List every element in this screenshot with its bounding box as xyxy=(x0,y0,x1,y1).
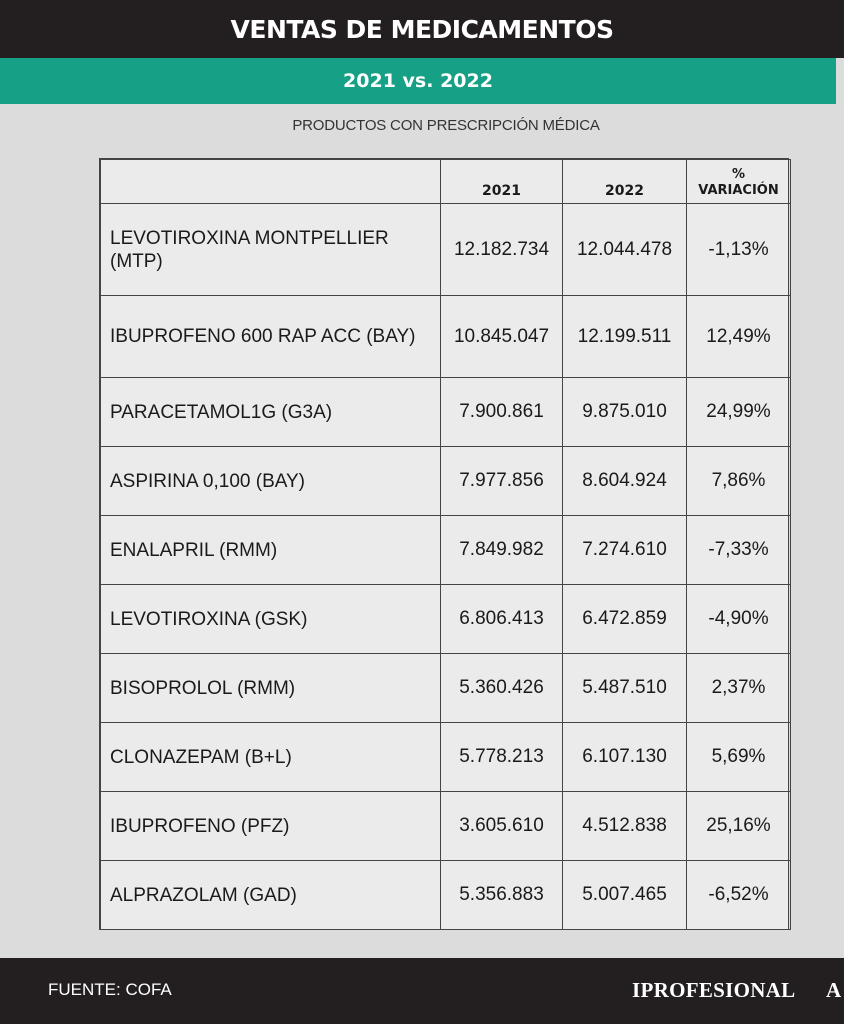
table-row xyxy=(101,447,791,516)
brand-logo: IPROFESIONAL xyxy=(632,978,796,1002)
cell-2021: 10.845.047 xyxy=(441,296,563,378)
cell-variation: 24,99% xyxy=(687,378,791,447)
source-label: FUENTE: COFA xyxy=(48,980,172,999)
cell-2022: 7.274.610 xyxy=(563,516,687,585)
cell-2022: 9.875.010 xyxy=(563,378,687,447)
header-2021: 2021 xyxy=(441,160,563,204)
cell-2021: 7.900.861 xyxy=(441,378,563,447)
cell-variation: 5,69% xyxy=(687,723,791,792)
cell-variation: -6,52% xyxy=(687,861,791,930)
cell-product: IBUPROFENO 600 RAP ACC (BAY) xyxy=(101,296,441,378)
cell-product: ALPRAZOLAM (GAD) xyxy=(101,861,441,930)
cell-variation: 7,86% xyxy=(687,447,791,516)
page-title: VENTAS DE MEDICAMENTOS xyxy=(230,14,614,44)
cell-2021: 6.806.413 xyxy=(441,585,563,654)
cell-product: LEVOTIROXINA MONTPELLIER (MTP) xyxy=(101,204,441,296)
table-row xyxy=(101,792,791,861)
cell-variation: -4,90% xyxy=(687,585,791,654)
cell-2022: 4.512.838 xyxy=(563,792,687,861)
cell-product: BISOPROLOL (RMM) xyxy=(101,654,441,723)
cell-2021: 3.605.610 xyxy=(441,792,563,861)
header-2022: 2022 xyxy=(563,160,687,204)
table-row xyxy=(101,204,791,296)
cell-product: CLONAZEPAM (B+L) xyxy=(101,723,441,792)
cell-2021: 5.360.426 xyxy=(441,654,563,723)
cell-product: ASPIRINA 0,100 (BAY) xyxy=(101,447,441,516)
table-row xyxy=(101,296,791,378)
cell-2021: 12.182.734 xyxy=(441,204,563,296)
cell-product: ENALAPRIL (RMM) xyxy=(101,516,441,585)
cell-variation: 25,16% xyxy=(687,792,791,861)
cell-variation: -7,33% xyxy=(687,516,791,585)
cell-product: PARACETAMOL1G (G3A) xyxy=(101,378,441,447)
cell-2021: 7.849.982 xyxy=(441,516,563,585)
header-variation-pct: % xyxy=(731,167,746,182)
subtitle-bar-edge xyxy=(836,58,844,104)
cell-variation: 2,37% xyxy=(687,654,791,723)
table-body xyxy=(101,204,791,930)
table-row xyxy=(101,861,791,930)
subtitle-bar xyxy=(0,58,836,104)
cell-2022: 5.007.465 xyxy=(563,861,687,930)
table-row xyxy=(101,654,791,723)
table-row xyxy=(101,516,791,585)
cell-2022: 6.472.859 xyxy=(563,585,687,654)
brand-logo-secondary: A xyxy=(826,978,842,1002)
table-row xyxy=(101,723,791,792)
cell-2022: 12.199.511 xyxy=(563,296,687,378)
table-row xyxy=(101,378,791,447)
cell-2022: 8.604.924 xyxy=(563,447,687,516)
cell-product: LEVOTIROXINA (GSK) xyxy=(101,585,441,654)
section-label: PRODUCTOS CON PRESCRIPCIÓN MÉDICA xyxy=(292,117,600,134)
header-variation xyxy=(687,160,791,204)
title-bar xyxy=(0,0,844,58)
cell-2022: 12.044.478 xyxy=(563,204,687,296)
cell-2021: 5.778.213 xyxy=(441,723,563,792)
cell-2022: 5.487.510 xyxy=(563,654,687,723)
footer xyxy=(0,958,844,1024)
cell-product: IBUPROFENO (PFZ) xyxy=(101,792,441,861)
cell-variation: -1,13% xyxy=(687,204,791,296)
header-variation-label: VARIACIÓN xyxy=(698,183,779,198)
data-table xyxy=(100,159,791,930)
table-header-row xyxy=(101,160,791,204)
data-table-wrapper xyxy=(99,158,789,930)
table-row xyxy=(101,585,791,654)
page-subtitle: 2021 vs. 2022 xyxy=(343,70,493,92)
cell-2022: 6.107.130 xyxy=(563,723,687,792)
cell-2021: 5.356.883 xyxy=(441,861,563,930)
cell-variation: 12,49% xyxy=(687,296,791,378)
cell-2021: 7.977.856 xyxy=(441,447,563,516)
header-product xyxy=(101,160,441,204)
